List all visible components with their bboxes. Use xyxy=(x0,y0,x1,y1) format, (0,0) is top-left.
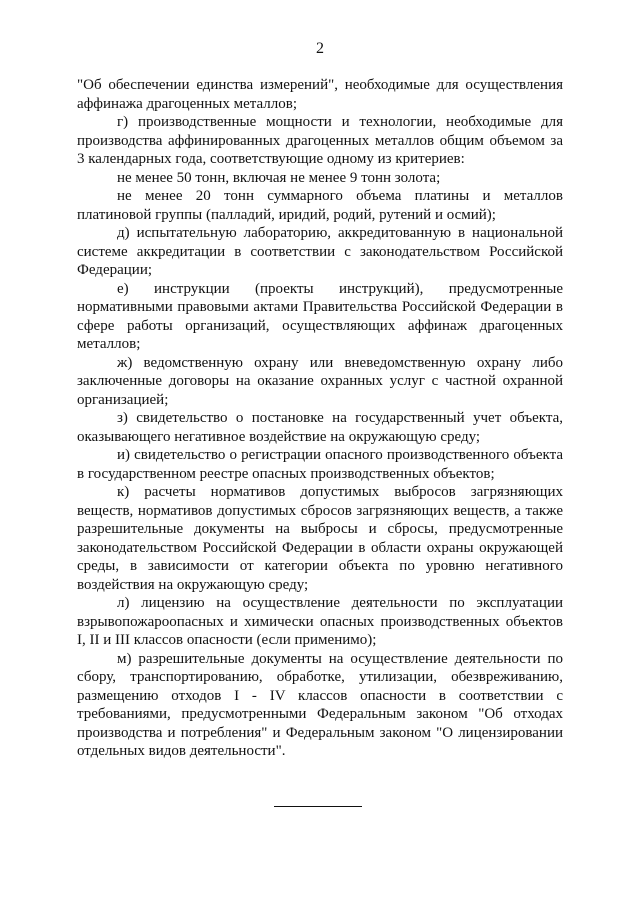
paragraph-item-zh: ж) ведомственную охрану или вневедомственную охрану либо заключенные договоры на оказание охранных услуг с частной охранной организацией; xyxy=(77,354,563,408)
paragraph-item-e: е) инструкции (проекты инструкций), предусмотренные нормативными правовыми актами Правительства Российской Федерации в сфере работы организаций, осуществляющих аффинаж драгоценных металлов; xyxy=(77,280,563,352)
paragraph-item-d: д) испытательную лабораторию, аккредитованную в национальной системе аккредитации в соответствии с законодательством Российской Федерации; xyxy=(77,225,563,278)
page-number: 2 xyxy=(316,40,324,57)
paragraph-item-k: к) расчеты нормативов допустимых выбросов загрязняющих веществ, нормативов допустимых сбросов загрязняющих веществ, а также разрешительные документы на выбросы и сбросы, предусмотренные законодательством Российской Федерации в области охраны окружающей среды, в зависимости от категории объекта по уровню негативного воздействия на окружающую среду; xyxy=(77,484,563,593)
paragraph-item-g: г) производственные мощности и технологии, необходимые для производства аффинированных драгоценных металлов общим объемом за 3 календарных года, соответствующие одному из критериев: xyxy=(77,114,563,167)
paragraph-criterion-platinum: не менее 20 тонн суммарного объема платины и металлов платиновой группы (палладий, иридий, родий, рутений и осмий); xyxy=(77,188,563,223)
paragraph-item-m: м) разрешительные документы на осуществление деятельности по сбору, транспортированию, обработке, утилизации, обезвреживанию, размещению отходов I - IV классов опасности в соответствии с требованиями, предусмотренными Федеральным законом "Об отходах производства и потребления" и Федеральным законом "О лицензировании отдельных видов деятельности". xyxy=(77,650,563,759)
paragraph-item-z: з) свидетельство о постановке на государственный учет объекта, оказывающего негативное воздействие на окружающую среду; xyxy=(77,410,563,445)
paragraph-criterion-gold: не менее 50 тонн, включая не менее 9 тонн золота; xyxy=(117,169,441,186)
paragraph-continuation: "Об обеспечении единства измерений", необходимые для осуществления аффинажа драгоценных металлов; xyxy=(77,77,563,112)
paragraph-item-l: л) лицензию на осуществление деятельности по эксплуатации взрывопожароопасных и химически опасных производственных объектов I, II и III классов опасности (если применимо); xyxy=(77,595,563,648)
paragraph-item-i: и) свидетельство о регистрации опасного производственного объекта в государственном реестре опасных производственных объектов; xyxy=(77,447,563,482)
end-divider xyxy=(274,806,362,807)
document-body xyxy=(77,76,563,761)
